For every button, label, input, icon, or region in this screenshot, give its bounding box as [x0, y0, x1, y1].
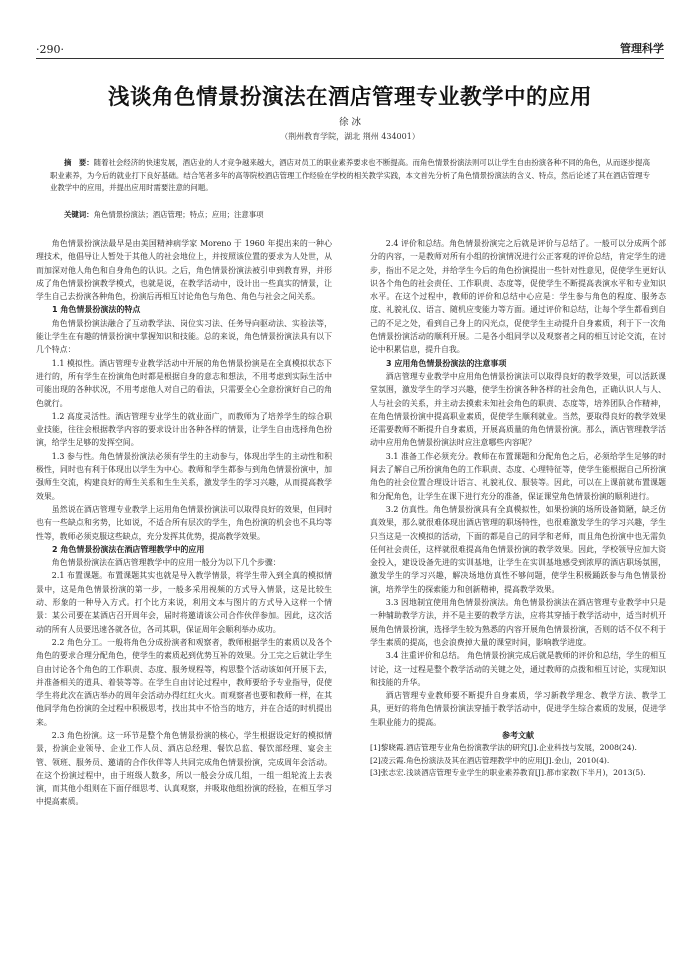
page-number: ·290· [36, 43, 64, 56]
paragraph: 角色情景扮演法最早是由美国精神病学家 Moreno 于 1960 年提出来的一种心理技术，他倡导让人暂处于其他人的社会地位上，并按照该位置的要求为人处世，从而加深对他人角色和自身角色的认识。之后，角色情景扮演法被引申到教育界，并形成了角色情景扮演教学模式，也就是说，在教学活动中，设计出一些真实的情景，让学生自己去扮演各种角色，扮演后再相互讨论角色与角色、角色与社会之间关系。 [36, 239, 332, 302]
paragraph: 1.2 高度灵活性。酒店管理专业学生的就业面广，而教师为了培养学生的综合职业技能，往往会根据教学内容的要求设计出各种各样的情景，让学生自由选择角色扮演，给学生足够的发挥空间。 [36, 411, 332, 448]
paragraph: 1.1 模拟性。酒店管理专业教学活动中开展的角色情景扮演是在全真模拟状态下进行的，所有学生在扮演角色时都是根据自身的意志和想法，不用考虑到实际生活中可能出现的各种状况，不用考虑他人对自己的看法，只需要全心全意扮演好自己的角色就行。 [36, 358, 332, 408]
section-heading: 1 角色情景扮演法的特点 [52, 305, 141, 315]
keywords-text: 角色情景扮演法；酒店管理；特点；应用；注意事项 [93, 210, 264, 219]
paragraph: 3.1 准备工作必须充分。教师在布置课题和分配角色之后，必须给学生足够的时间去了解自己所扮演角色的工作职责、态度、心理特征等，使学生能根据自己所扮演角色的社会位置合理设计语言、礼貌礼仪、服装等。因此，可以在上课前就布置课题和分配角色，让学生在课下进行充分的准备，保证课堂角色情景扮演的顺利进行。 [370, 451, 666, 501]
abstract-text: 随着社会经济的快速发展，酒店业的人才竞争越来越大，酒店对员工的职业素养要求也不断提高。而角色情景扮演法则可以让学生自由扮演各种不同的角色，从而逐步提高职业素养，为今后的就业打下良好基础。结合笔者多年的高等院校酒店管理工作经验在学校的相关教学实践，本文首先分析了角色情景扮演法的含义、特点，然后论述了其在酒店管理专业教学中的应用，并提出应用时需要注意的问题。 [50, 158, 650, 193]
section-heading: 3 应用角色情景扮演法的注意事项 [386, 358, 507, 368]
right-column [370, 237, 666, 780]
keywords-label: 关键词： [64, 210, 94, 219]
paragraph: 3.3 因地制宜使用角色情景扮演法。角色情景扮演法在酒店管理专业教学中只是一种辅助教学方法，并不是主要的教学方法，应将其穿插于教学活动中，适当时机开展角色情景扮演，选择学生较为熟悉的内容开展角色情景扮演，否则的话不仅不利于学生素质的提高，也会浪费掉大量的课堂时间，影响教学进度。 [370, 598, 666, 647]
paragraph: 2.4 评价和总结。角色情景扮演完之后就是评价与总结了。一般可以分成两个部分的内容，一是教师对所有小组的扮演情况进行公正客观的评价总结，肯定学生的进步，指出不足之处，并给学生今后的角色扮演提出一些针对性意见，促使学生更好认识各个角色的社会责任、工作职责、态度等，促使学生不断提高表演水平和专业知识水平。在这个过程中，教师的评价和总结中心应是：学生参与角色的程度、服务态度、礼貌礼仪、语言、随机应变能力等方面。通过评价和总结，让每个学生都看到自己的不足之处，看到自己身上的闪光点，促使学生主动提升自身素质，利于下一次角色情景扮演活动的顺利开展。二是各小组同学以及观察者之间的相互讨论交流，在讨论中积累信息，提升自我。 [370, 239, 666, 355]
paragraph: 酒店管理专业教学中应用角色情景扮演法可以取得良好的教学效果，可以活跃课堂氛围，激发学生的学习兴趣，使学生扮演各种各样的社会角色，正确认识人与人、人与社会的关系，并主动去摸索未知社会角色的职责、态度等，培养团队合作精神，在角色情景扮演中提高职业素质，促使学生顺利就业。当然，要取得良好的教学效果还需要教师不断提升自身素质，开展高质量的角色情景扮演。那么，酒店管理教学活动中应用角色情景扮演法时应注意哪些内容呢？ [370, 371, 666, 448]
article-author: 徐 冰 [338, 117, 362, 128]
journal-name: 管理科学 [620, 42, 664, 55]
article-title: 浅谈角色情景扮演法在酒店管理专业教学中的应用 [107, 85, 592, 110]
paragraph: 3.4 注重评价和总结。 角色情景扮演完成后就是教师的评价和总结，学生的相互讨论，这一过程是整个教学活动的关键之处，通过教师的点拨和相互讨论，实现知识和技能的升华。 [370, 651, 666, 687]
paragraph: 角色情景扮演法融合了互动教学法、岗位实习法、任务导向驱动法、实验法等，能让学生在有趣的情景扮演中掌握知识和技能。总的来说，角色情景扮演法具有以下几个特点： [36, 318, 332, 355]
paragraph: 2.1 布置课题。布置课题其实也就是导入教学情景，将学生带入到全真的模拟情景中，这是角色情景扮演的第一步，一般多采用视频的方式导入情景，这是比较生动、形象的一种导入方式。打个比方来说，利用文本与图片的方式导入这样一个情景：某公司要在某酒店召开周年会，届时将邀请该公司合作伙伴参加。因此，这次活动的所有人员要迅速各就各位，各司其职，保证周年会顺利举办成功。 [36, 571, 332, 634]
page-header [36, 34, 664, 56]
reference-item: [2]凌云霞.角色扮演法及其在酒店管理教学中的应用[J].金山，2010(4). [370, 755, 610, 765]
abstract [50, 157, 650, 195]
keywords [64, 209, 650, 220]
header-rule [36, 58, 664, 59]
reference-item: [3]张志宏.浅谈酒店管理专业学生的职业素养教育[J].都市家教(下半月)，2013(5). [370, 768, 646, 778]
paragraph: 角色情景扮演法在酒店管理教学中的应用一般分为以下几个步骤： [51, 558, 281, 568]
paragraph: 2.3 角色扮演。这一环节是整个角色情景扮演的核心，学生根据设定好的模拟情景，扮演企业领导、企业工作人员、酒店总经理、餐饮总监、餐饮部经理、宴会主管、领班、服务员、邀请的合作伙伴等人共同完成角色情景扮演，完成周年会活动。在这个扮演过程中，由于班级人数多，所以一般会分成几组，一组一组轮流上去表演，而其他小组则在下面仔细思考、认真观察，并吸取他组扮演的经验，在相互学习中提高素质。 [36, 730, 332, 807]
paragraph: 虽然说在酒店管理专业教学上运用角色情景扮演法可以取得良好的效果，但同时也有一些缺点和劣势，比如说，不适合所有层次的学生，角色扮演的机会也不具均等性等，教师必须克服这些缺点，充分发挥其优势，提高教学效果。 [36, 504, 332, 541]
section-heading: 2 角色情景扮演法在酒店管理教学中的应用 [52, 544, 205, 554]
reference-item: [1]黎晓霞.酒店管理专业角色扮演教学法的研究[J].企业科技与发展，2008(24). [370, 743, 637, 753]
article-affiliation: （荆州教育学院，湖北 荆州 434001） [280, 132, 420, 141]
references-heading: 参考文献 [502, 730, 534, 740]
paragraph: 1.3 参与性。角色情景扮演法必须有学生的主动参与，体现出学生的主动性和积极性，同时也有利于体现出以学生为中心。教师和学生都参与到角色情景扮演中，加强师生交流，构建良好的师生关系和生生关系，激发学生的学习兴趣，从而提高教学效果。 [36, 451, 332, 501]
abstract-label: 摘 要： [64, 158, 94, 167]
paragraph: 2.2 角色分工。一般将角色分成扮演者和观察者，教师根据学生的素质以及各个角色的要求合理分配角色，使学生的素质起到优势互补的效果。分工完之后就让学生自由讨论各个角色的工作职责、态度、服务规程等，构思整个活动该如何开展下去，并准备相关的道具、着装等等。在学生自由讨论过程中，教师要给予专业指导，促使学生将此次在酒店举办的周年会活动办得红红火火。而观察者也要和教师一样，在其他同学角色扮演的全过程中积极思考，找出其中不恰当的地方，并在合适的时机提出来。 [36, 637, 332, 727]
paragraph: 3.2 仿真性。角色情景扮演具有全真模拟性，如果扮演的场所设备简陋，缺乏仿真效果，那么就很难体现出酒店管理的职场特性，也很难激发学生的学习兴趣，学生只当这是一次模拟的活动，下面的都是自己的同学和老师，而且角色扮演中也无需负任何社会责任，这样就很难提高角色情景扮演的教学效果。因此，学校领导应加大资金投入，建设设备先进的实训基地，让学生在实训基地感受到浓厚的酒店职场氛围，激发学生的学习兴趣，解决场地仿真性不够问题，使学生积极踊跃参与角色情景扮演，培养学生的探索能力和创新精神，提高教学效果。 [370, 504, 666, 594]
left-column [36, 237, 332, 809]
paragraph: 酒店管理专业教师要不断提升自身素质，学习新教学理念、教学方法、教学工具，更好的将角色情景扮演法穿插于教学活动中，促进学生综合素质的发展，促进学生职业能力的提高。 [370, 691, 666, 727]
